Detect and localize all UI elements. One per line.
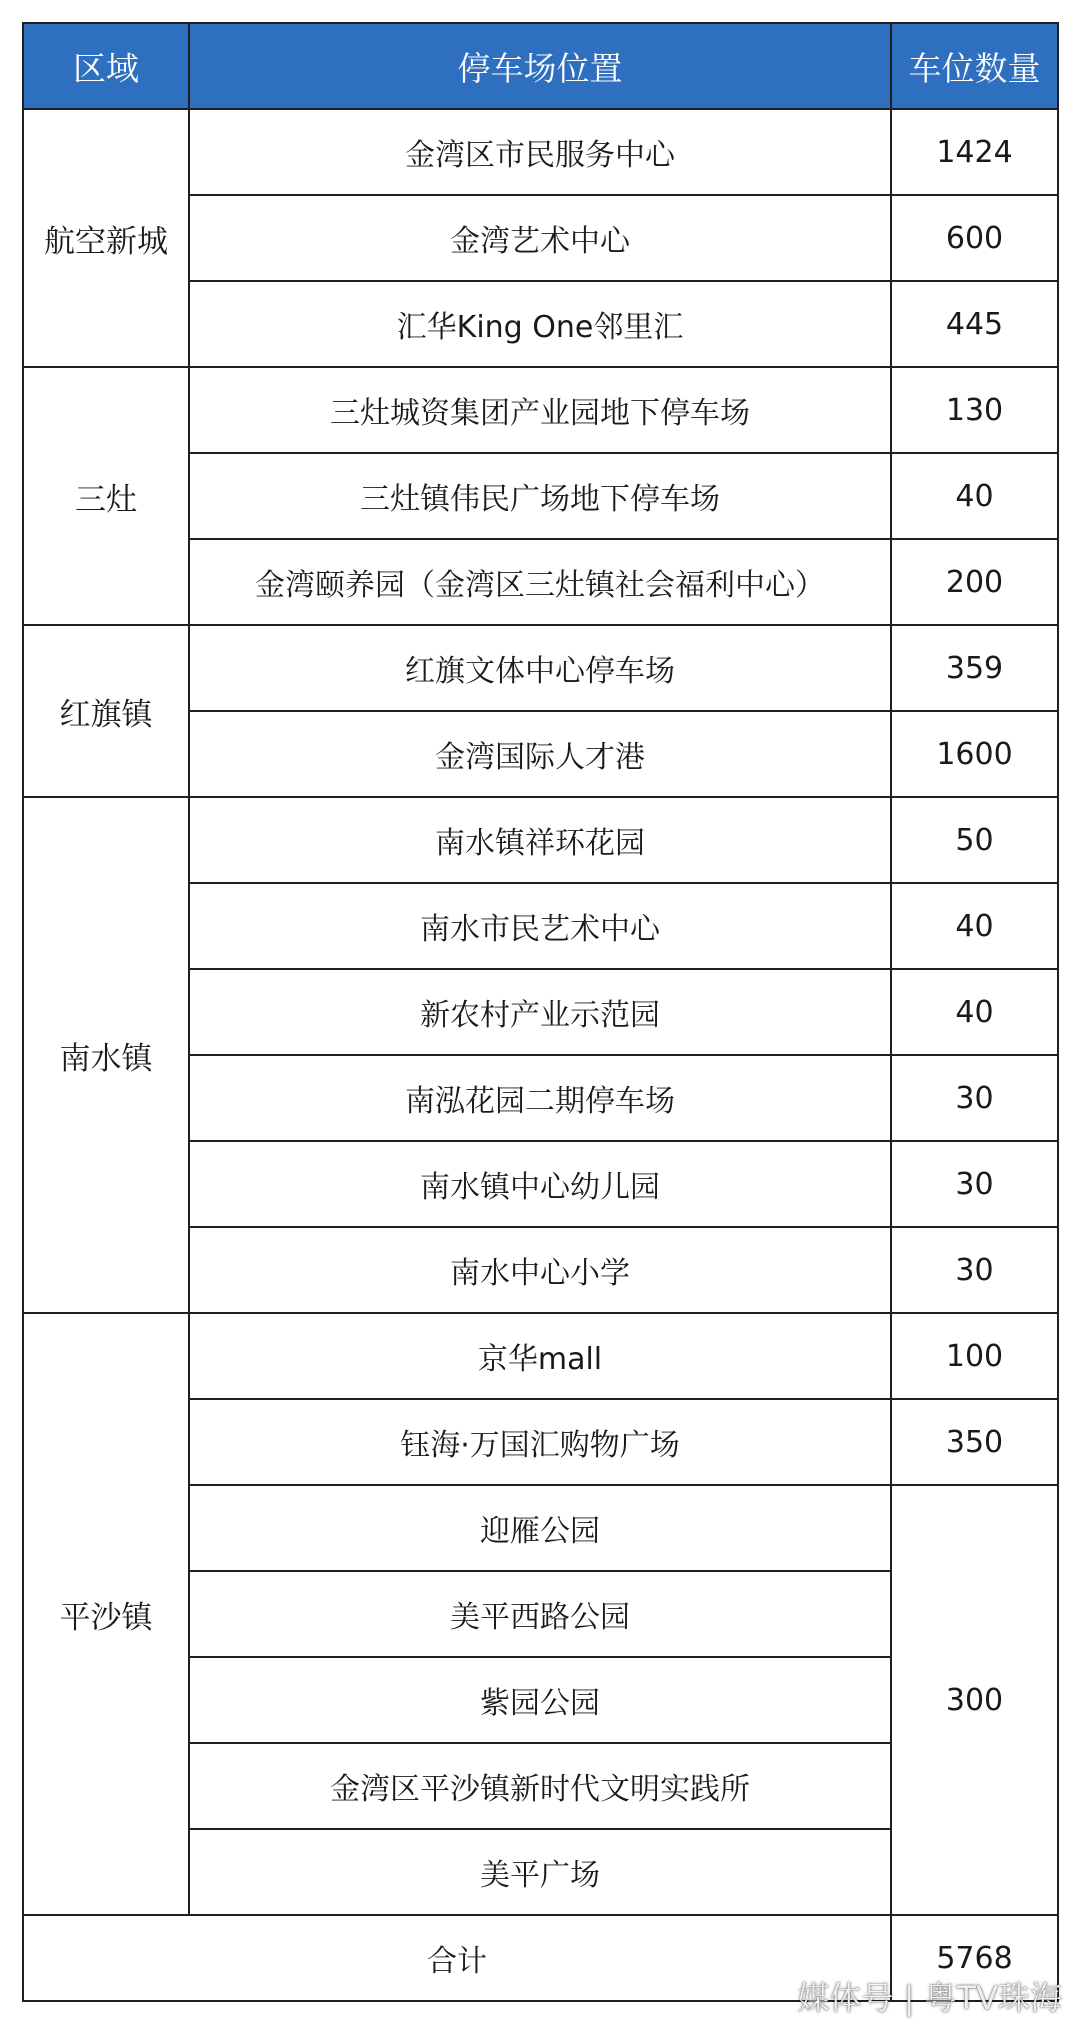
location-cell: 钰海·万国汇购物广场 <box>189 1399 891 1485</box>
location-cell: 南水镇祥环花园 <box>189 797 891 883</box>
location-cell: 南泓花园二期停车场 <box>189 1055 891 1141</box>
total-label: 合计 <box>23 1915 891 2001</box>
location-cell: 京华mall <box>189 1313 891 1399</box>
location-cell: 红旗文体中心停车场 <box>189 625 891 711</box>
region-cell: 红旗镇 <box>23 625 189 797</box>
location-cell: 南水镇中心幼儿园 <box>189 1141 891 1227</box>
count-cell: 445 <box>891 281 1058 367</box>
location-cell: 金湾颐养园（金湾区三灶镇社会福利中心） <box>189 539 891 625</box>
location-cell: 紫园公园 <box>189 1657 891 1743</box>
location-cell: 新农村产业示范园 <box>189 969 891 1055</box>
count-cell: 130 <box>891 367 1058 453</box>
table-body <box>23 109 1058 2001</box>
count-cell: 30 <box>891 1227 1058 1313</box>
location-cell: 金湾区平沙镇新时代文明实践所 <box>189 1743 891 1829</box>
region-cell: 南水镇 <box>23 797 189 1313</box>
location-cell: 迎雁公园 <box>189 1485 891 1571</box>
location-cell: 美平广场 <box>189 1829 891 1915</box>
region-cell: 平沙镇 <box>23 1313 189 1915</box>
count-cell: 1424 <box>891 109 1058 195</box>
count-cell: 100 <box>891 1313 1058 1399</box>
count-cell: 600 <box>891 195 1058 281</box>
location-cell: 金湾国际人才港 <box>189 711 891 797</box>
table-row <box>23 1313 1058 1399</box>
table-row <box>23 109 1058 195</box>
count-cell: 40 <box>891 883 1058 969</box>
table-row <box>23 625 1058 711</box>
header-region: 区域 <box>23 23 189 109</box>
count-cell: 30 <box>891 1141 1058 1227</box>
count-cell: 359 <box>891 625 1058 711</box>
total-value: 5768 <box>891 1915 1058 2001</box>
header-row <box>23 23 1058 109</box>
location-cell: 三灶镇伟民广场地下停车场 <box>189 453 891 539</box>
location-cell: 汇华King One邻里汇 <box>189 281 891 367</box>
header-count: 车位数量 <box>891 23 1058 109</box>
count-cell: 40 <box>891 453 1058 539</box>
location-cell: 金湾区市民服务中心 <box>189 109 891 195</box>
table-row <box>23 797 1058 883</box>
location-cell: 金湾艺术中心 <box>189 195 891 281</box>
parking-table <box>22 22 1059 2002</box>
location-cell: 三灶城资集团产业园地下停车场 <box>189 367 891 453</box>
count-cell: 40 <box>891 969 1058 1055</box>
count-cell: 1600 <box>891 711 1058 797</box>
table-row <box>23 367 1058 453</box>
region-cell: 航空新城 <box>23 109 189 367</box>
location-cell: 南水中心小学 <box>189 1227 891 1313</box>
count-cell: 350 <box>891 1399 1058 1485</box>
location-cell: 美平西路公园 <box>189 1571 891 1657</box>
location-cell: 南水市民艺术中心 <box>189 883 891 969</box>
watermark: 媒体号 | 粤TV珠海 <box>797 1979 1062 2017</box>
count-cell: 50 <box>891 797 1058 883</box>
header-location: 停车场位置 <box>189 23 891 109</box>
count-cell: 300 <box>891 1485 1058 1915</box>
region-cell: 三灶 <box>23 367 189 625</box>
count-cell: 200 <box>891 539 1058 625</box>
count-cell: 30 <box>891 1055 1058 1141</box>
